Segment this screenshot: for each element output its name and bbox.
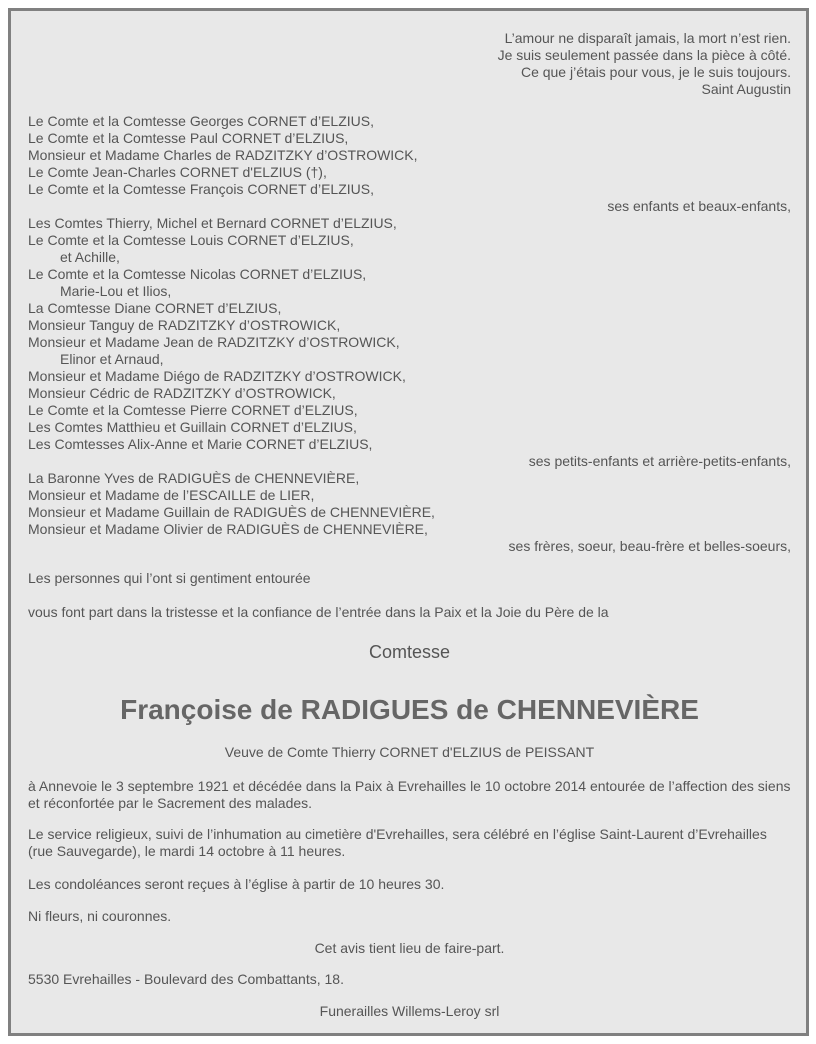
family-line: Marie-Lou et Ilios, [60,283,172,299]
grandchildren-list [28,215,791,470]
deceased-name: Françoise de RADIGUES de CHENNEVIÈRE [120,694,699,725]
intro-text: Les personnes qui l’ont si gentiment entourée [28,570,311,586]
family-line: Le Comte et la Comtesse François CORNET d’ELZIUS, [28,181,374,197]
family-line: Elinor et Arnaud, [60,351,164,367]
siblings-list [28,470,791,555]
family-line: Le Comte et la Comtesse Pierre CORNET d’ELZIUS, [28,402,358,418]
family-line: Les Comtes Matthieu et Guillain CORNET d’ELZIUS, [28,419,357,435]
birth-death-text: à Annevoie le 3 septembre 1921 et décédée dans la Paix à Evrehailles le 10 octobre 2014 entourée de l’affection des siens et réconfortée par le Sacrement des malades. [28,778,791,811]
family-line: La Baronne Yves de RADIGUÈS de CHENNEVIÈRE, [28,470,360,486]
family-line: Monsieur et Madame Guillain de RADIGUÈS de CHENNEVIÈRE, [28,504,435,520]
announcement-sentence: vous font part dans la tristesse et la confiance de l’entrée dans la Paix et la Joie du Père de la [28,604,609,620]
family-line: Le Comte et la Comtesse Louis CORNET d’ELZIUS, [28,232,354,248]
family-line: Les Comtesses Alix-Anne et Marie CORNET d’ELZIUS, [28,436,373,452]
funeral-home: Funerailles Willems-Leroy srl [319,1003,500,1019]
address-text: 5530 Evrehailles - Boulevard des Combattants, 18. [28,971,344,987]
deceased-title: Comtesse [368,642,451,662]
family-line: Monsieur et Madame Jean de RADZITZKY d’OSTROWICK, [28,334,400,350]
quote-line: Ce que j’étais pour vous, je le suis toujours. [520,64,791,80]
family-line: Le Comte et la Comtesse Paul CORNET d’ELZIUS, [28,130,349,146]
epigraph-quote [498,30,791,98]
family-line: Monsieur Tanguy de RADZITZKY d’OSTROWICK, [28,317,341,333]
family-line: et Achille, [60,249,120,265]
relation-label: ses frères, soeur, beau-frère et belles-soeurs, [508,538,791,554]
quote-line: Je suis seulement passée dans la pièce à côté. [497,47,791,63]
family-line: La Comtesse Diane CORNET d’ELZIUS, [28,300,282,316]
family-line: Monsieur et Madame Diégo de RADZITZKY d’OSTROWICK, [28,368,406,384]
family-line: Les Comtes Thierry, Michel et Bernard CORNET d’ELZIUS, [28,215,397,231]
family-line: Monsieur et Madame Charles de RADZITZKY d’OSTROWICK, [28,147,418,163]
children-list [28,113,791,215]
quote-author: Saint Augustin [701,81,791,97]
family-line: Le Comte Jean-Charles CORNET d'ELZIUS (†), [28,164,327,180]
family-line: Monsieur Cédric de RADZITZKY d’OSTROWICK, [28,385,336,401]
family-line: Le Comte et la Comtesse Nicolas CORNET d’ELZIUS, [28,266,367,282]
relation-label: ses petits-enfants et arrière-petits-enfants, [528,453,791,469]
family-line: Le Comte et la Comtesse Georges CORNET d’ELZIUS, [28,113,374,129]
flowers-text: Ni fleurs, ni couronnes. [28,908,172,924]
obituary-card [8,8,809,1036]
family-line: Monsieur et Madame Olivier de RADIGUÈS de CHENNEVIÈRE, [28,521,428,537]
condolences-text: Les condoléances seront reçues à l’église à partir de 10 heures 30. [28,876,445,892]
widow-of: Veuve de Comte Thierry CORNET d'ELZIUS de PEISSANT [224,744,595,760]
relation-label: ses enfants et beaux-enfants, [607,198,791,214]
quote-line: L’amour ne disparaît jamais, la mort n’est rien. [504,30,791,46]
family-line: Monsieur et Madame de l’ESCAILLE de LIER, [28,487,315,503]
notice-text: Cet avis tient lieu de faire-part. [314,940,505,956]
service-text: Le service religieux, suivi de l’inhumation au cimetière d'Evrehailles, sera célébré en l’église Saint-Laurent d’Evrehailles (rue Sauvegarde), le mardi 14 octobre à 11 heures. [28,826,767,859]
